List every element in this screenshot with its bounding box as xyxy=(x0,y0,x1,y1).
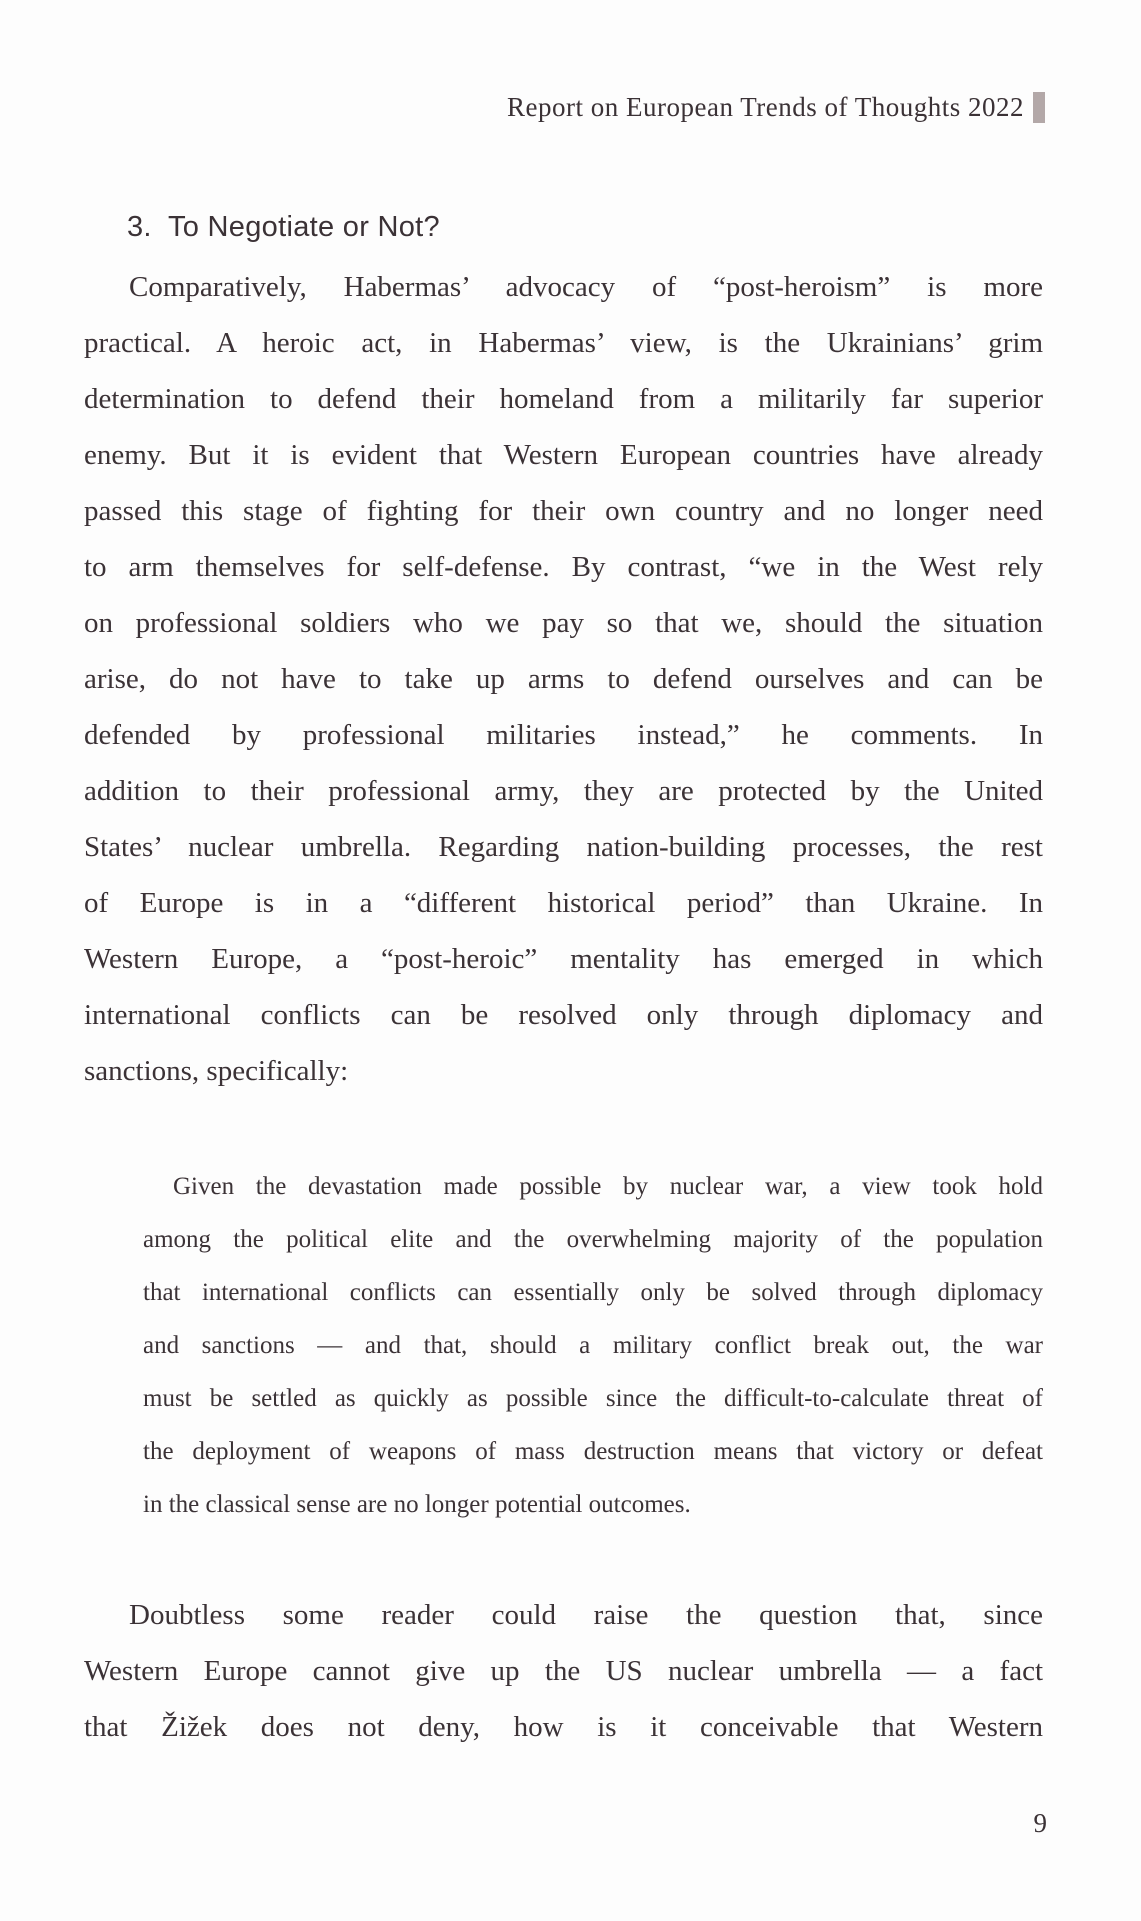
paragraph-1 xyxy=(84,259,1043,1099)
header-bar-decoration xyxy=(1033,92,1045,123)
text-line: Comparatively, Habermas’ advocacy of “post-heroism” is more xyxy=(129,271,1043,303)
header-title: Report on European Trends of Thoughts 2022 xyxy=(507,91,1024,122)
quote-line: that international conflicts can essentially only be solved through diplomacy xyxy=(143,1279,1043,1306)
text-line: sanctions, specifically: xyxy=(84,1055,349,1087)
text-line: arise, do not have to take up arms to defend ourselves and can be xyxy=(84,663,1043,695)
text-line: of Europe is in a “different historical period” than Ukraine. In xyxy=(84,887,1043,919)
text-line: international conflicts can be resolved only through diplomacy and xyxy=(84,999,1043,1031)
text-line: passed this stage of fighting for their own country and no longer need xyxy=(84,495,1043,527)
text-line: addition to their professional army, they are protected by the United xyxy=(84,775,1043,807)
text-line: defended by professional militaries instead,” he comments. In xyxy=(84,719,1043,751)
text-line: enemy. But it is evident that Western European countries have already xyxy=(84,439,1043,471)
text-line: Doubtless some reader could raise the question that, since xyxy=(129,1599,1043,1631)
quote-line: Given the devastation made possible by nuclear war, a view took hold xyxy=(173,1173,1043,1200)
page-number: 9 xyxy=(1033,1808,1047,1838)
section-heading: 3. To Negotiate or Not? xyxy=(127,211,440,243)
text-line: Western Europe cannot give up the US nuclear umbrella — a fact xyxy=(84,1655,1043,1687)
text-line: that Žižek does not deny, how is it conceivable that Western xyxy=(84,1711,1043,1743)
quote-line: among the political elite and the overwhelming majority of the population xyxy=(143,1226,1043,1253)
text-line: States’ nuclear umbrella. Regarding nation-building processes, the rest xyxy=(84,831,1043,863)
paragraph-2 xyxy=(84,1587,1043,1755)
text-line: to arm themselves for self-defense. By contrast, “we in the West rely xyxy=(84,551,1043,583)
running-header xyxy=(507,89,1045,125)
quote-line: must be settled as quickly as possible since the difficult-to-calculate threat of xyxy=(143,1385,1043,1412)
block-quote xyxy=(143,1160,1043,1531)
quote-line: in the classical sense are no longer potential outcomes. xyxy=(143,1491,691,1518)
quote-line: the deployment of weapons of mass destruction means that victory or defeat xyxy=(143,1438,1043,1465)
text-line: determination to defend their homeland from a militarily far superior xyxy=(84,383,1043,415)
text-line: practical. A heroic act, in Habermas’ view, is the Ukrainians’ grim xyxy=(84,327,1043,359)
quote-line: and sanctions — and that, should a military conflict break out, the war xyxy=(143,1332,1043,1359)
text-line: Western Europe, a “post-heroic” mentality has emerged in which xyxy=(84,943,1043,975)
text-line: on professional soldiers who we pay so that we, should the situation xyxy=(84,607,1043,639)
